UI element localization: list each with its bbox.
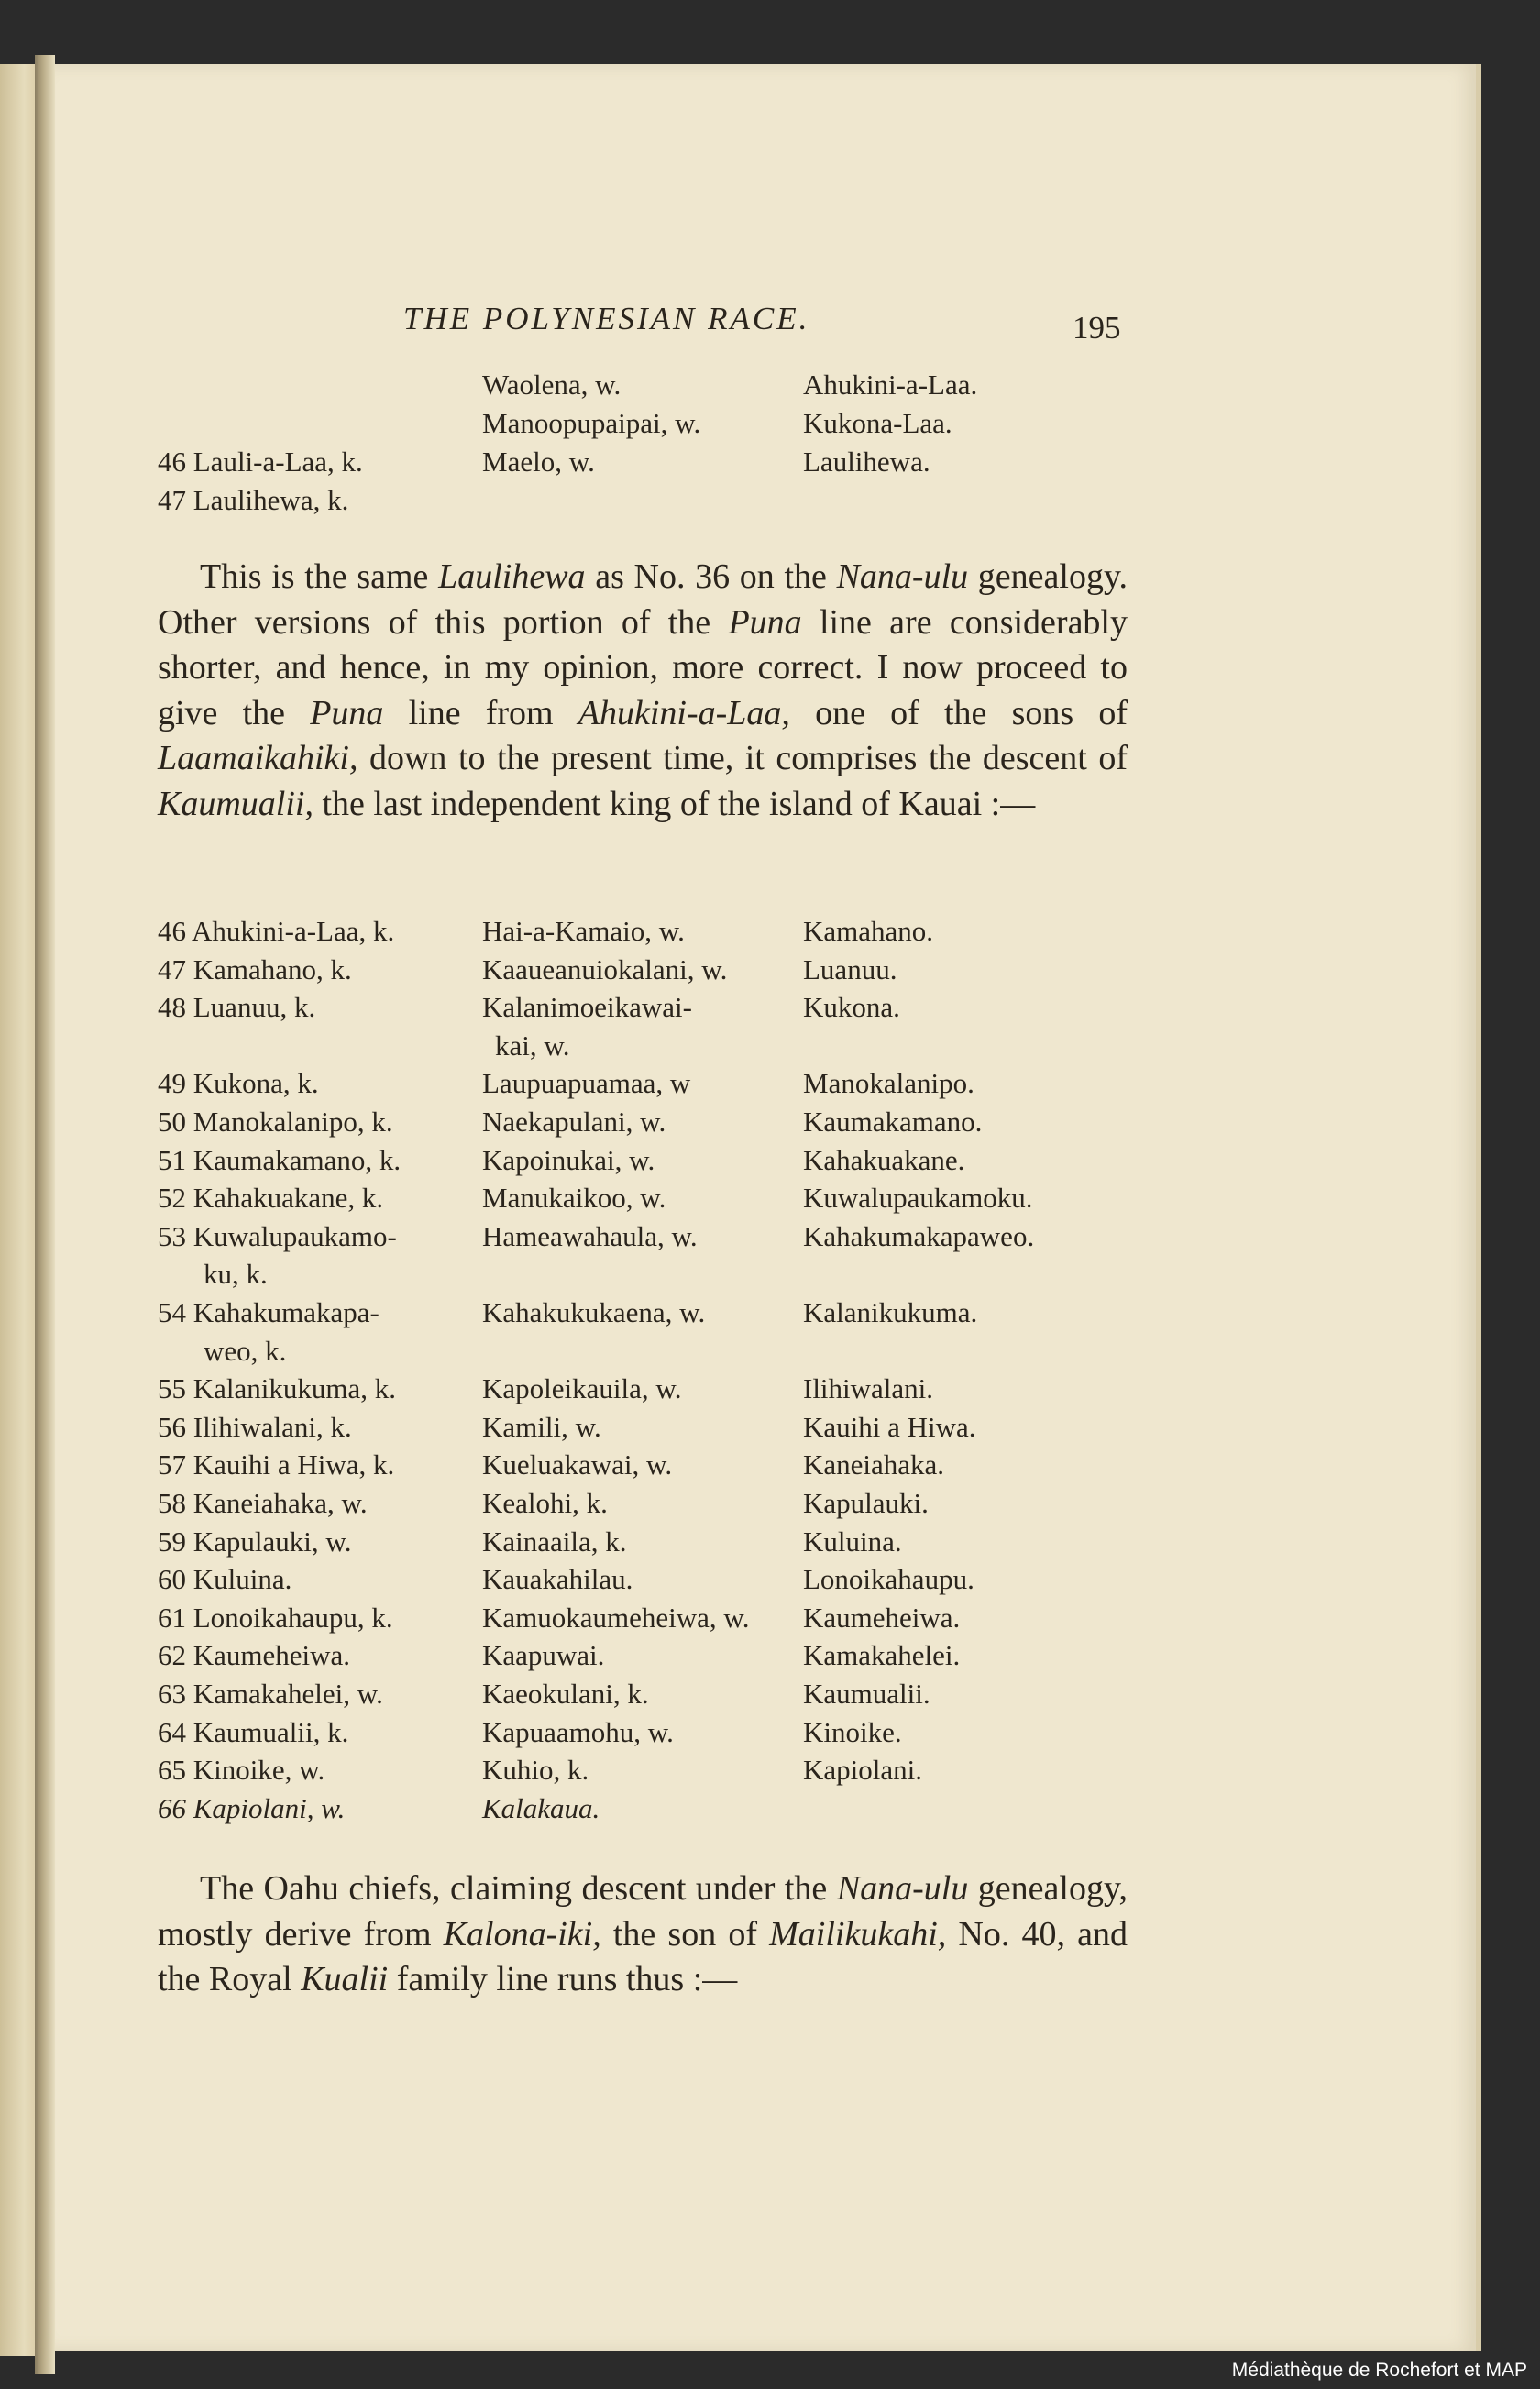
spouse-cell: Hai-a-Kamaio, w.	[482, 915, 685, 947]
ancestor-cell: 60 Kuluina.	[158, 1563, 292, 1596]
ancestor-cell: 56 Ilihiwalani, k.	[158, 1410, 352, 1443]
spouse-cell: Kaeokulani, k.	[482, 1678, 649, 1710]
text-run: The Oahu chiefs, claiming descent under the	[200, 1869, 837, 1908]
table-row	[0, 1525, 1540, 1564]
spouse-cell: Manoopupaipai, w.	[482, 407, 701, 439]
text-run: This is the same	[200, 557, 439, 596]
child-cell: Laulihewa.	[803, 446, 930, 478]
ancestor-cell: 50 Manokalanipo, k.	[158, 1106, 393, 1138]
table-row	[0, 991, 1540, 1029]
ancestor-cell: 62 Kaumeheiwa.	[158, 1639, 351, 1672]
spouse-cell: Kamili, w.	[482, 1410, 601, 1443]
spouse-cell: Kaaueanuiokalani, w.	[482, 952, 728, 985]
spouse-cell: kai, w.	[495, 1029, 570, 1062]
child-cell: Kuluina.	[803, 1525, 902, 1558]
library-watermark: Médiathèque de Rochefort et MAP	[1231, 2360, 1527, 2381]
text-run: as No. 36 on the	[585, 557, 837, 596]
child-cell: Kahakumakapaweo.	[803, 1219, 1035, 1252]
spouse-cell: Waolena, w.	[482, 369, 622, 401]
table-row	[0, 1563, 1540, 1602]
table-row	[0, 1220, 1540, 1259]
child-cell: Manokalanipo.	[803, 1067, 974, 1100]
table-row	[0, 1792, 1540, 1831]
ancestor-cell: ku, k.	[204, 1258, 268, 1291]
table-row	[0, 369, 1540, 407]
child-cell: Kaumualii.	[803, 1678, 930, 1710]
child-cell: Ilihiwalani.	[803, 1372, 934, 1405]
text-run: No. 40, and the Royal	[158, 1914, 1128, 1998]
ancestor-cell: 47 Kamahano, k.	[158, 952, 352, 985]
child-cell: Kamakahelei.	[803, 1639, 961, 1672]
table-row	[0, 1296, 1540, 1335]
italic-name: Kalona-iki,	[443, 1914, 601, 1954]
ancestor-cell: 64 Kaumualii, k.	[158, 1715, 349, 1748]
page-number: 195	[1072, 310, 1121, 346]
italic-name: Mailikukahi,	[769, 1914, 947, 1954]
spouse-cell: Hameawahaula, w.	[482, 1219, 698, 1252]
table-row	[0, 1372, 1540, 1411]
table-row	[0, 953, 1540, 992]
spouse-cell: Laupuapuamaa, w	[482, 1067, 691, 1100]
table-row	[0, 1144, 1540, 1183]
ancestor-cell: 54 Kahakumakapa-	[158, 1296, 380, 1328]
table-row	[0, 1602, 1540, 1640]
child-cell: Kaneiahaka.	[803, 1448, 945, 1481]
table-row	[0, 1754, 1540, 1792]
spouse-cell: Kapoleikauila, w.	[482, 1372, 682, 1405]
child-cell: Kaumakamano.	[803, 1106, 983, 1138]
spouse-cell: Kainaaila, k.	[482, 1525, 627, 1558]
italic-name: Nana-ulu	[836, 557, 969, 596]
table-row	[0, 446, 1540, 484]
ancestor-cell: 59 Kapulauki, w.	[158, 1525, 352, 1558]
table-row	[0, 1678, 1540, 1716]
italic-name: Laulihewa	[438, 557, 586, 596]
child-cell: Kapiolani.	[803, 1754, 922, 1787]
spouse-cell: Manukaikoo, w.	[482, 1182, 666, 1215]
child-cell: Kuwalupaukamoku.	[803, 1182, 1033, 1215]
ancestor-cell: 52 Kahakuakane, k.	[158, 1182, 384, 1215]
ancestor-cell: 58 Kaneiahaka, w.	[158, 1487, 368, 1519]
text-run: the last independent king of the island of Kauai :—	[313, 784, 1036, 823]
ancestor-cell: 65 Kinoike, w.	[158, 1754, 325, 1787]
child-cell: Luanuu.	[803, 952, 897, 985]
text-run: one of the sons of	[789, 693, 1128, 732]
spouse-cell: Kalakaua.	[482, 1791, 600, 1824]
child-cell: Kalanikukuma.	[803, 1296, 978, 1328]
child-cell: Kauihi a Hiwa.	[803, 1410, 976, 1443]
ancestor-cell: 53 Kuwalupaukamo-	[158, 1219, 397, 1252]
text-run: genealogy. Other versions of this portion of the	[158, 557, 1128, 642]
table-row	[0, 915, 1540, 953]
spouse-cell: Naekapulani, w.	[482, 1106, 666, 1138]
spouse-cell: Kauakahilau.	[482, 1563, 633, 1596]
spouse-cell: Kapuaamohu, w.	[482, 1715, 674, 1748]
italic-name: Kualii	[301, 1960, 389, 1998]
spouse-cell: Kapoinukai, w.	[482, 1143, 655, 1176]
table-row	[0, 1411, 1540, 1449]
table-row	[0, 1448, 1540, 1487]
table-row	[0, 1106, 1540, 1144]
ancestor-cell: 66 Kapiolani, w.	[158, 1791, 346, 1824]
child-cell: Ahukini-a-Laa.	[803, 369, 978, 401]
ancestor-cell: 48 Luanuu, k.	[158, 991, 316, 1024]
text-run: family line runs thus :—	[388, 1960, 738, 1998]
spouse-cell: Kaapuwai.	[482, 1639, 605, 1672]
spouse-cell: Kalanimoeikawai-	[482, 991, 692, 1024]
child-cell: Kapulauki.	[803, 1487, 929, 1519]
italic-name: Laamaikahiki,	[158, 739, 358, 777]
child-cell: Lonoikahaupu.	[803, 1563, 974, 1596]
child-cell: Kaumeheiwa.	[803, 1601, 961, 1634]
page-title: THE POLYNESIAN RACE.	[403, 301, 810, 336]
ancestor-cell: weo, k.	[204, 1334, 287, 1367]
spouse-cell: Kealohi, k.	[482, 1487, 608, 1519]
table-row	[0, 1067, 1540, 1106]
table-row	[0, 407, 1540, 446]
ancestor-cell: 46 Ahukini-a-Laa, k.	[158, 915, 395, 947]
italic-name: Puna	[310, 693, 384, 732]
ancestor-cell: 61 Lonoikahaupu, k.	[158, 1601, 393, 1634]
ancestor-cell: 63 Kamakahelei, w.	[158, 1678, 383, 1710]
body-paragraph-2	[158, 1866, 1128, 2003]
table-row	[0, 1182, 1540, 1220]
italic-name: Puna	[728, 602, 802, 642]
ancestor-cell: 46 Lauli-a-Laa, k.	[158, 446, 363, 478]
child-cell: Kahakuakane.	[803, 1143, 965, 1176]
italic-name: Nana-ulu	[836, 1869, 969, 1908]
spouse-cell: Kuhio, k.	[482, 1754, 589, 1787]
table-row	[0, 1335, 1540, 1373]
italic-name: Kaumualii,	[158, 784, 314, 823]
text-run: down to the present time, it comprises the descent of	[358, 739, 1128, 777]
body-paragraph-1	[158, 555, 1128, 827]
table-row	[0, 1639, 1540, 1678]
child-cell: Kukona.	[803, 991, 900, 1024]
ancestor-cell: 47 Laulihewa, k.	[158, 484, 349, 516]
ancestor-cell: 55 Kalanikukuma, k.	[158, 1372, 397, 1405]
spouse-cell: Kahakukukaena, w.	[482, 1296, 706, 1328]
text-run: line are considerably shorter, and hence, in my opinion, more correct. I now proceed to give the	[158, 602, 1128, 732]
spouse-cell: Kamuokaumeheiwa, w.	[482, 1601, 750, 1634]
spouse-cell: Kueluakawai, w.	[482, 1448, 673, 1481]
table-row	[0, 1029, 1540, 1068]
spouse-cell: Maelo, w.	[482, 446, 595, 478]
child-cell: Kukona-Laa.	[803, 407, 952, 439]
text-run: genealogy, mostly derive from	[158, 1869, 1128, 1954]
table-row	[0, 1716, 1540, 1755]
ancestor-cell: 49 Kukona, k.	[158, 1067, 319, 1100]
table-row	[0, 1258, 1540, 1296]
table-row	[0, 484, 1540, 523]
child-cell: Kinoike.	[803, 1715, 902, 1748]
text-run: line from	[383, 693, 578, 732]
ancestor-cell: 57 Kauihi a Hiwa, k.	[158, 1448, 395, 1481]
table-row	[0, 1487, 1540, 1525]
child-cell: Kamahano.	[803, 915, 934, 947]
italic-name: Ahukini-a-Laa,	[578, 693, 790, 732]
ancestor-cell: 51 Kaumakamano, k.	[158, 1143, 402, 1176]
text-run: the son of	[600, 1914, 770, 1954]
